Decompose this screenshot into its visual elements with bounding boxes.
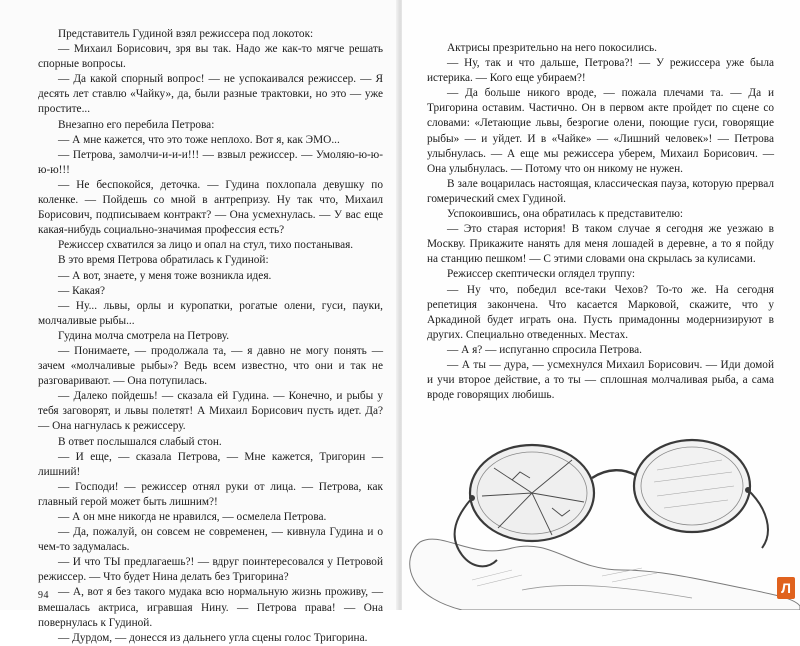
paragraph: В зале воцарилась настоящая, классическая пауза, которую прервал гомерический смех Гудиной. [427,177,774,205]
paragraph: — А он мне никогда не нравился, — осмелела Петрова. [58,511,327,523]
right-page [402,0,800,610]
paragraph: Успокоившись, она обратилась к представителю: [447,208,684,221]
paragraph: — Ну... львы, орлы и куропатки, рогатые олени, гуси, пауки, молчаливые рыбы... [38,299,383,327]
paragraph: — Ну что, победил все-таки Чехов? То-то же. На сегодня репетиция закончена. Что касается Марковой, скажите, что у Аркадиной будет играть она. Пусть примадонны модернизируют в других. Специально отведенных. Местах. [427,283,774,341]
paragraph: — Далеко пойдешь! — сказала ей Гудина. — Конечно, и рыбы у тебя заговорят, и львы полетят! А Михаил Борисович пусть идет. Да? — Она нагнулась к режиссеру. [38,390,383,433]
paragraph: В это время Петрова обратилась к Гудиной: [58,254,269,267]
paragraph: — Да больше никого вроде, — пожала плечами та. — Да и Тригорина оставим. Частично. Он в первом акте пройдет по сцене со словами: «Летающие львы, безрогие олени, поющие гуси, говорящие рыбы» — и уйдет. И в «Чайке» — «Лишний человек»! — Петрова улыбнулась. — А еще мы режиссера уберем, Михаил Борисович. — Она улыбнулась. — Потому что он никому не нужен. [427,87,774,175]
paragraph: — Да, пожалуй, он совсем не современен, — кивнула Гудина и о чем-то задумалась. [38,526,383,554]
paragraph: — Какая? [58,284,106,297]
paragraph: — А мне кажется, что это тоже неплохо. Вот я, как ЭМО... [58,133,340,146]
right-page-text [427,41,774,403]
paragraph: Режиссер схватился за лицо и опал на стул, тихо постанывая. [58,239,354,252]
paragraph: — А я? — испуганно спросила Петрова. [447,343,642,356]
paragraph: — Петрова, замолчи-и-и-и!!! — взвыл режиссер. — Умоляю-ю-ю-ю-ю!!! [38,148,383,176]
paragraph: — А, вот я без такого мудака всю нормальную жизнь проживу, — вмешалась актриса, игравшая Нину. — Петрова права! — Она повернулась к Гудиной. [38,586,383,629]
publisher-logo: Л [777,577,795,599]
paragraph: — Понимаете, — продолжала та, — я давно не могу понять — зачем «молчаливые рыбы»? Ведь всем известно, что они и так не разговаривают. — Она потупилась. [38,344,383,388]
paragraph: — Господи! — режиссер отнял руки от лица. — Петрова, как главный герой может быть лишним?! [38,480,383,508]
paragraph: Представитель Гудиной взял режиссера под локоток: [58,28,314,40]
paragraph: — Не беспокойся, деточка. — Гудина похлопала девушку по коленке. — Пойдешь со мной в антрепризу. Ну так что, Михаил Борисович, подписываем контракт? — Она усмехнулась. — У вас еще какая-нибудь социально-значимая профессия есть? [38,178,383,237]
paragraph: — Да какой спорный вопрос! — не успокаивался режиссер. — Я десять лет ставлю «Чайку», да, были разные трактовки, но это — уже простите... [38,73,383,116]
paragraph: Актрисы презрительно на него покосились. [447,42,657,54]
paragraph: — А ты — дура, — усмехнулся Михаил Борисович. — Иди домой и учи второе действие, а то ты — сплошная молчаливая рыба, а сама вроде говорящих любишь. [427,358,774,402]
paragraph: — А вот, знаете, у меня тоже возникла идея. [58,269,272,282]
paragraph: Режиссер скептически оглядел труппу: [447,268,635,281]
paragraph: — И еще, — сказала Петрова, — Мне кажется, Тригорин — лишний! [38,450,383,478]
paragraph: — И что ТЫ предлагаешь?! — вдруг поинтересовался у Петровой режиссер. — Что будет Нина делать без Тригорина? [38,556,383,584]
paragraph: Гудина молча смотрела на Петрову. [58,329,230,342]
paragraph: В ответ послышался слабый стон. [58,435,222,448]
left-page-text [38,27,383,646]
paragraph: — Это старая история! В таком случае я сегодня же уезжаю в Москву. Прикажите нанять для меня лошадей в деревне, а то я пойду на станцию пешком! — С этими словами она скрылась за кулисами. [427,223,774,266]
paragraph: — Дурдом, — донесся из дальнего угла сцены голос Тригорина. [58,631,368,644]
left-page [0,0,398,644]
paragraph: Внезапно его перебила Петрова: [58,118,215,131]
paragraph: — Михаил Борисович, зря вы так. Надо же как-то мягче решать спорные вопросы. [38,43,383,71]
paragraph: — Ну, так и что дальше, Петрова?! — У режиссера уже была истерика. — Кого еще убираем?! [427,57,774,85]
page-number: 94 [38,590,49,601]
glasses-sketch-icon [402,420,800,610]
